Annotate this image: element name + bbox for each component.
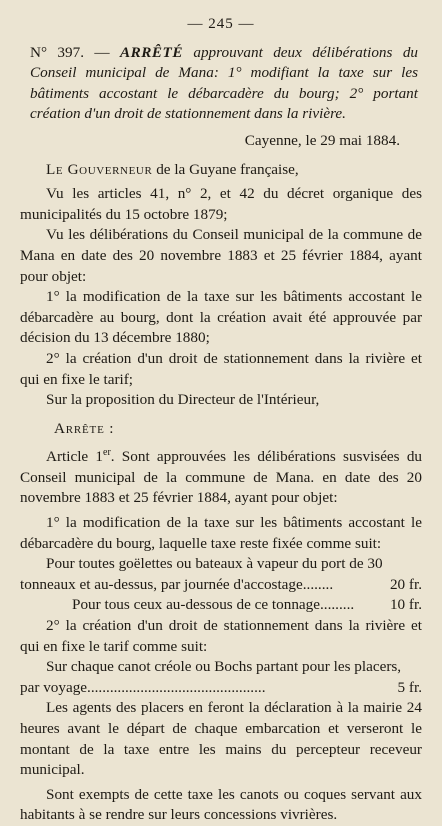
gouverneur-rest: de la Guyane française, [152, 160, 299, 178]
agents-paragraph: Les agents des placers en feront la déclaration à la mairie 24 heures avant le départ de chaque embarcation et verseront le montant de la taxe entre les mains du percepteur receveur municipal. [20, 699, 422, 779]
article-point-1: 1° la modification de la taxe sur les bâtiments accostant le débarcadère du bourg, laquelle taxe reste fixée comme suit: [20, 514, 422, 552]
decree-label: ARRÊTÉ [120, 43, 183, 61]
tariff-2-text: Pour tous ceux au-dessous de ce tonnage......... [72, 596, 355, 614]
decree-number: N° 397. — [30, 43, 110, 61]
preamble-item-2: 2° la création d'un droit de stationnement dans la rivière et qui en fixe le tarif; [20, 349, 422, 388]
article-text: . Sont approuvées les délibérations susvisées du Conseil municipal de la commune de Mana. en date des 20 novembre 1883 et 25 février 1884, ayant pour objet: [20, 448, 423, 507]
tariff-3-line-1: Sur chaque canot créole ou Bochs partant pour les placers, [46, 658, 402, 676]
arrete-heading: Arrête : [54, 419, 115, 437]
gouverneur-line [20, 160, 422, 181]
decree-description: approuvant deux délibérations du Conseil municipal de Mana: 1° modifiant la taxe sur les bâtiments accostant le débarcadère du bourg; 2° portant création d'un droit de stationnement dans la rivière. [30, 43, 419, 123]
date-line: Cayenne, le 29 mai 1884. [244, 131, 400, 149]
article-label-sup: er [103, 447, 111, 459]
tariff-2-amount: 10 fr. [389, 596, 422, 614]
tariff-1-amount: 20 fr. [389, 575, 422, 593]
tariff-2-row [20, 595, 422, 616]
proposition-line: Sur la proposition du Directeur de l'Intérieur, [46, 391, 320, 409]
decree-title [20, 43, 422, 125]
tariff-1-line-2: tonneaux et au-dessus, par journée d'accostage........ [20, 575, 334, 593]
article-point-2: 2° la création d'un droit de stationnement dans la rivière et qui en fixe le tarif comme suit: [20, 617, 422, 655]
gouverneur-label: Le Gouverneur [46, 160, 153, 178]
tariff-3-row [20, 678, 422, 699]
tariff-3-amount: 5 fr. [397, 678, 422, 696]
page-number: — 245 — [187, 16, 255, 32]
vu-paragraph-2: Vu les délibérations du Conseil municipal de la commune de Mana en date des 20 novembre 1883 et 25 février 1884, ayant pour objet: [20, 226, 422, 285]
tariff-1-row [20, 575, 422, 596]
vu-paragraph-1: Vu les articles 41, n° 2, et 42 du décret organique des municipalités du 15 octobre 1879; [20, 185, 422, 223]
preamble-item-1: 1° la modification de la taxe sur les bâtiments accostant le débarcadère au bourg, dont la création avait été approuvée par décision du 13 décembre 1880; [20, 288, 422, 347]
article-1 [20, 447, 422, 509]
exempts-paragraph: Sont exempts de cette taxe les canots ou coques servant aux habitants à se rendre sur leurs concessions vivrières. [20, 785, 422, 824]
article-label: Article 1 [46, 448, 103, 466]
tariff-1-line-1: Pour toutes goëlettes ou bateaux à vapeur du port de 30 [46, 555, 383, 573]
tariff-3-line-2: par voyage............................................... [20, 678, 266, 696]
